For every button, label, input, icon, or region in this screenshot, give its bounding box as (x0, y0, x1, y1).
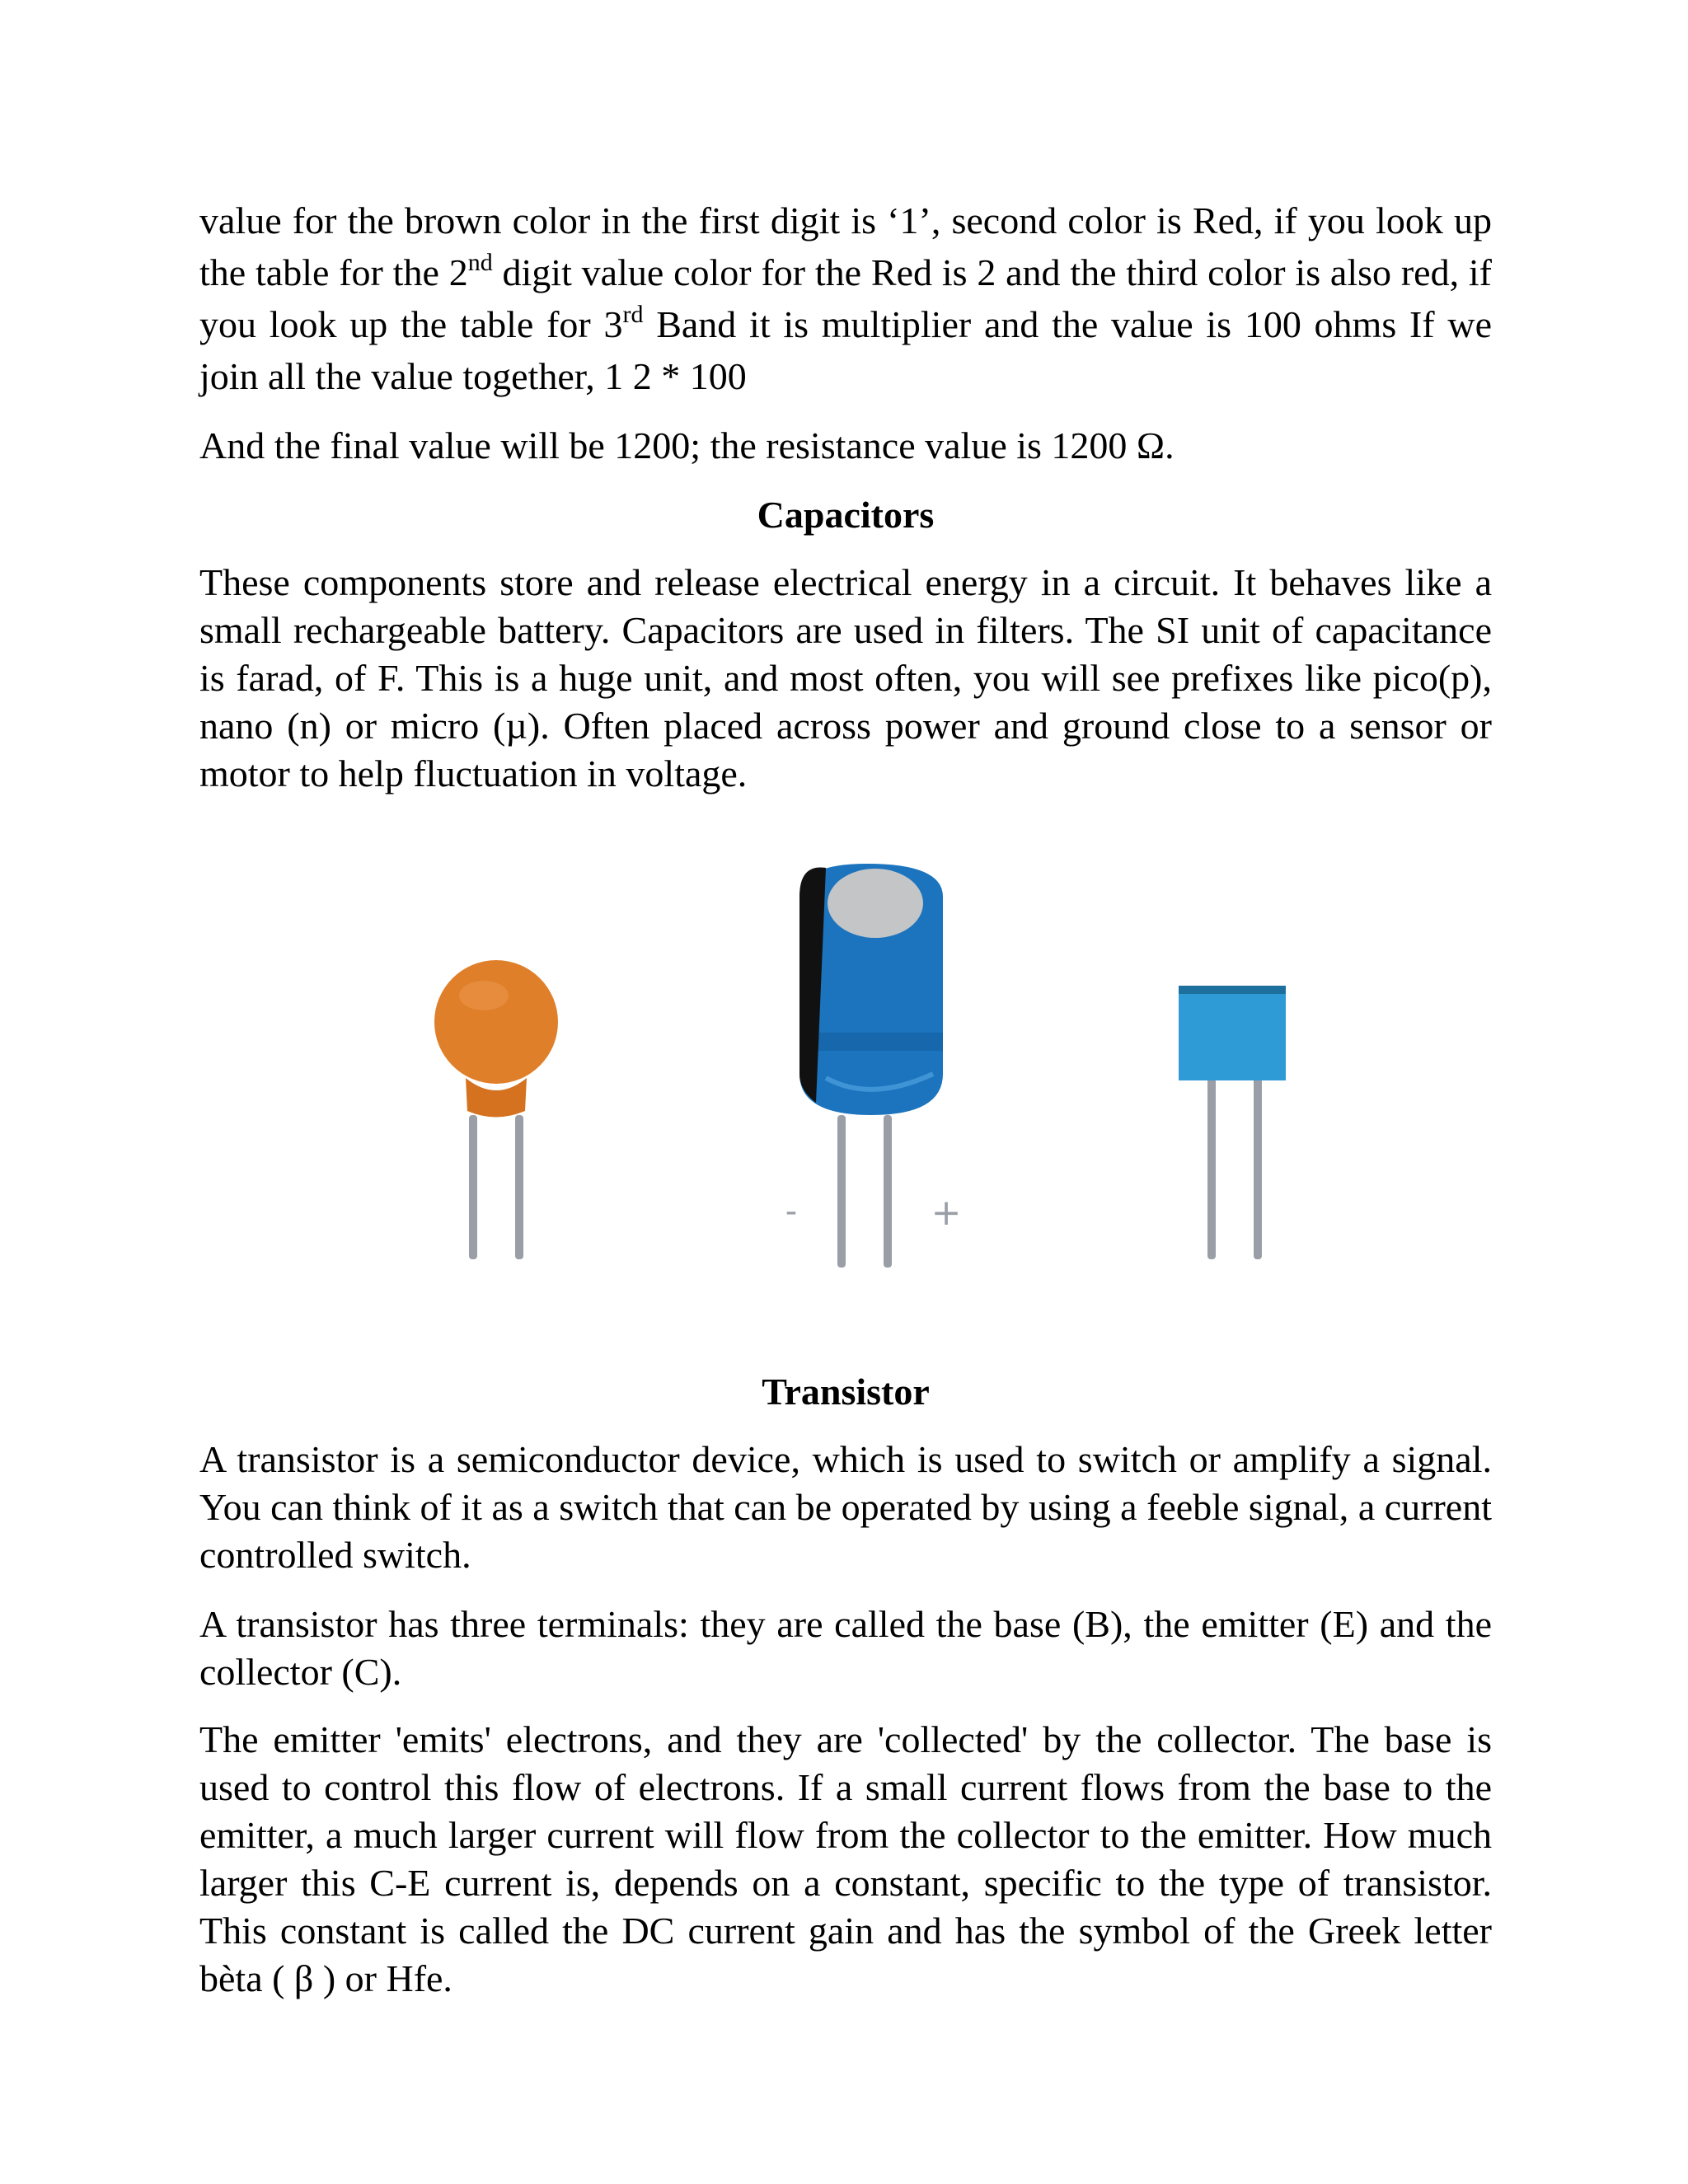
para1-text-a: value for the brown color in the first digit is ‘1’, second color is Red, if you look up the table for the 2 (199, 199, 1492, 293)
transistor-heading: Transistor (762, 1371, 930, 1413)
electrolytic-capacitor-image (785, 864, 962, 1268)
transistor-paragraph-1: A transistor is a semiconductor device, which is used to switch or amplify a signal. You can think of it as a switch that can be operated by using a feeble signal, a current controlled switch. (199, 1438, 1492, 1576)
capacitor-illustrations (199, 831, 1492, 1292)
para1-text-b: digit value color for the Red is 2 and the third color is also red, if you look up the table for 3 (199, 251, 1492, 345)
superscript-rd: rd (622, 300, 644, 328)
para1-text-c: Band it is multiplier and the value is 100 ohms If we join all the value together, 1 2 * 100 (199, 303, 1492, 397)
plus-label: + (931, 1192, 962, 1234)
final-value-paragraph: And the final value will be 1200; the resistance value is 1200 Ω. (199, 424, 1175, 466)
capacitors-paragraph: These components store and release electrical energy in a circuit. It behaves like a small rechargeable battery. Capacitors are used in filters. The SI unit of capacitance is farad, of F. This is a huge unit, and most often, you will see prefixes like pico(p), nano (n) or micro (µ). Often placed across power and ground close to a sensor or motor to help fluctuation in voltage. (199, 561, 1492, 794)
transistor-paragraph-2: A transistor has three terminals: they are called the base (B), the emitter (E) and the collector (C). (199, 1603, 1492, 1693)
capacitors-figure (199, 831, 1492, 1292)
capacitors-heading: Capacitors (757, 494, 935, 536)
ceramic-capacitor-image (434, 960, 558, 1259)
resistor-value-paragraph (199, 194, 1492, 402)
box-capacitor-image (1179, 986, 1286, 1259)
transistor-paragraph-3: The emitter 'emits' electrons, and they are 'collected' by the collector. The base is used to control this flow of electrons. If a small current flows from the base to the emitter, a much larger current will flow from the collector to the emitter. How much larger this C-E current is, depends on a constant, specific to the type of transistor. This constant is called the DC current gain and has the symbol of the Greek letter bèta ( β ) or Hfe. (199, 1718, 1492, 1999)
minus-label: - (785, 1193, 798, 1230)
text-column (199, 194, 1492, 2003)
superscript-nd: nd (467, 248, 493, 276)
